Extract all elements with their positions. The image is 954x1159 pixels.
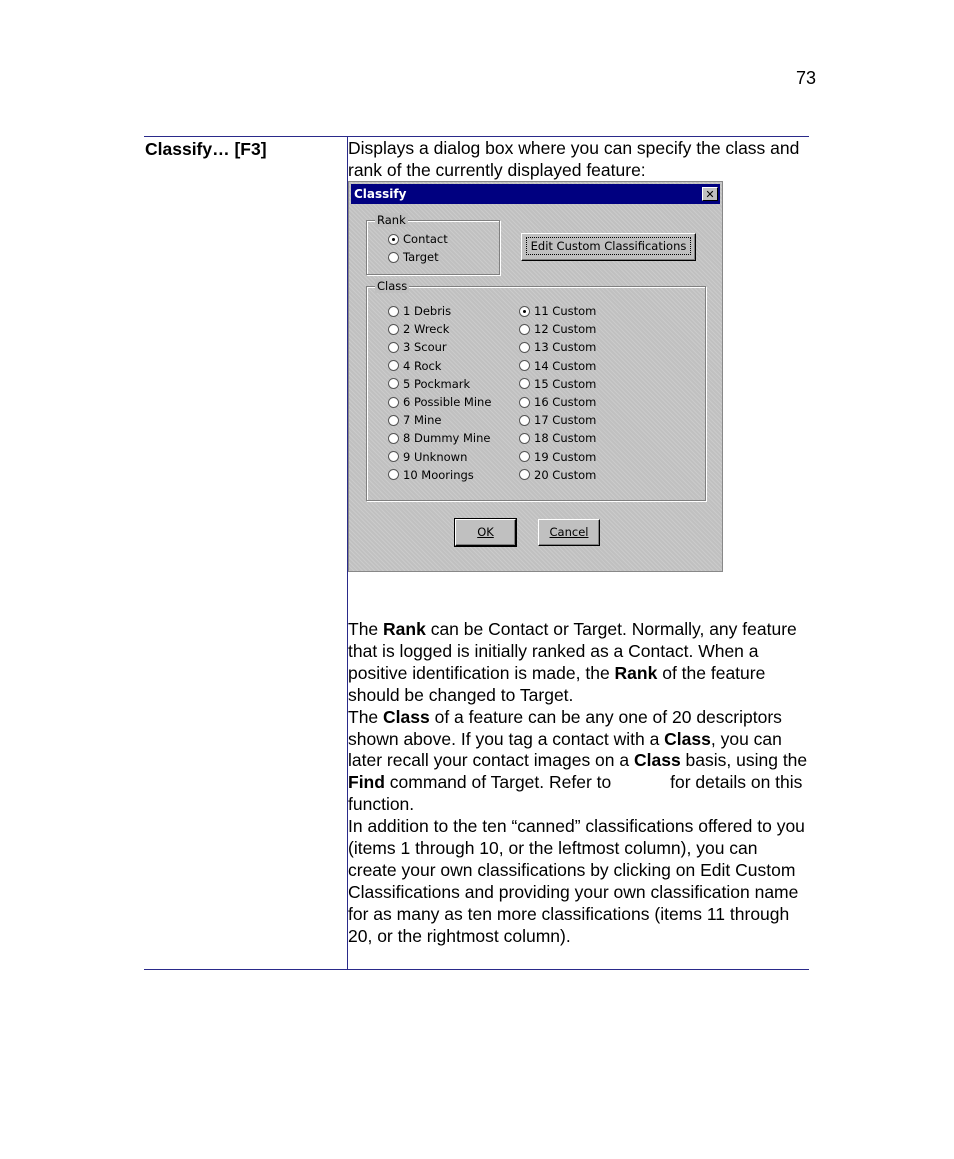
classify-dialog — [348, 181, 723, 572]
dialog-title: Classify — [354, 187, 407, 201]
class-radio-item[interactable]: 18 Custom — [519, 431, 596, 445]
class-radio-item[interactable]: 13 Custom — [519, 340, 596, 354]
radio-empty-icon — [519, 360, 530, 371]
radio-empty-icon — [388, 397, 399, 408]
class-radio-item[interactable]: 8 Dummy Mine — [388, 431, 490, 445]
radio-empty-icon — [388, 433, 399, 444]
rank-radio-contact[interactable]: Contact — [388, 232, 448, 246]
command-intro: Displays a dialog box where you can specify the class and rank of the currently displayed feature: — [348, 138, 800, 180]
dialog-titlebar — [351, 184, 720, 204]
close-icon: ✕ — [705, 188, 715, 201]
radio-empty-icon — [519, 378, 530, 389]
cancel-button[interactable]: Cancel — [538, 519, 600, 546]
radio-empty-icon — [388, 360, 399, 371]
radio-selected-icon — [519, 306, 530, 317]
class-radio-item[interactable]: 12 Custom — [519, 322, 596, 336]
class-radio-item[interactable]: 3 Scour — [388, 340, 447, 354]
class-radio-item[interactable]: 11 Custom — [519, 304, 596, 318]
radio-empty-icon — [388, 378, 399, 389]
class-radio-item[interactable]: 2 Wreck — [388, 322, 449, 336]
class-radio-item[interactable]: 17 Custom — [519, 413, 596, 427]
class-radio-item[interactable]: 16 Custom — [519, 395, 596, 409]
radio-empty-icon — [519, 397, 530, 408]
radio-empty-icon — [519, 342, 530, 353]
class-radio-item[interactable]: 19 Custom — [519, 450, 596, 464]
class-radio-item[interactable]: 14 Custom — [519, 359, 596, 373]
class-radio-item[interactable]: 5 Pockmark — [388, 377, 470, 391]
radio-empty-icon — [388, 469, 399, 480]
class-radio-item[interactable]: 6 Possible Mine — [388, 395, 491, 409]
radio-empty-icon — [519, 433, 530, 444]
radio-empty-icon — [388, 415, 399, 426]
radio-empty-icon — [388, 451, 399, 462]
radio-empty-icon — [388, 324, 399, 335]
radio-empty-icon — [388, 342, 399, 353]
rank-radio-target[interactable]: Target — [388, 250, 439, 264]
radio-empty-icon — [388, 252, 399, 263]
class-radio-item[interactable]: 10 Moorings — [388, 468, 474, 482]
class-group-label: Class — [377, 279, 408, 293]
ok-button[interactable]: OK — [455, 519, 516, 546]
class-radio-item[interactable]: 1 Debris — [388, 304, 451, 318]
rank-paragraph: The Rank can be Contact or Target. Normally, any feature that is logged is initially ranked as a Contact. When a positive identification is made, the Rank of the feature should be changed to Target. — [348, 619, 797, 705]
radio-selected-icon — [388, 234, 399, 245]
class-radio-item[interactable]: 15 Custom — [519, 377, 596, 391]
class-radio-item[interactable]: 9 Unknown — [388, 450, 467, 464]
close-button[interactable] — [702, 187, 718, 201]
command-description — [348, 619, 810, 948]
rank-group-label: Rank — [377, 213, 406, 227]
radio-empty-icon — [519, 469, 530, 480]
rank-groupbox — [366, 213, 500, 275]
class-radio-item[interactable]: 4 Rock — [388, 359, 441, 373]
class-groupbox — [366, 279, 706, 501]
radio-empty-icon — [519, 324, 530, 335]
page-number: 73 — [796, 68, 817, 88]
class-radio-item[interactable]: 7 Mine — [388, 413, 441, 427]
custom-paragraph: In addition to the ten “canned” classifications offered to you (items 1 through 10, or the leftmost column), you can create your own classifications by clicking on Edit Custom Classifications and providing your own classification name for as many as ten more classifications (items 11 through 20, or the rightmost column). — [348, 816, 805, 946]
radio-empty-icon — [519, 451, 530, 462]
command-label: Classify… [F3] — [145, 139, 267, 159]
radio-empty-icon — [388, 306, 399, 317]
class-radio-item[interactable]: 20 Custom — [519, 468, 596, 482]
edit-custom-classifications-button[interactable]: Edit Custom Classifications — [521, 233, 696, 261]
class-paragraph: The Class of a feature can be any one of 20 descriptors shown above. If you tag a contact with a Class, you can later recall your contact images on a Class basis, using the Find command of Target. Refer to for details on this function. — [348, 706, 808, 815]
radio-empty-icon — [519, 415, 530, 426]
